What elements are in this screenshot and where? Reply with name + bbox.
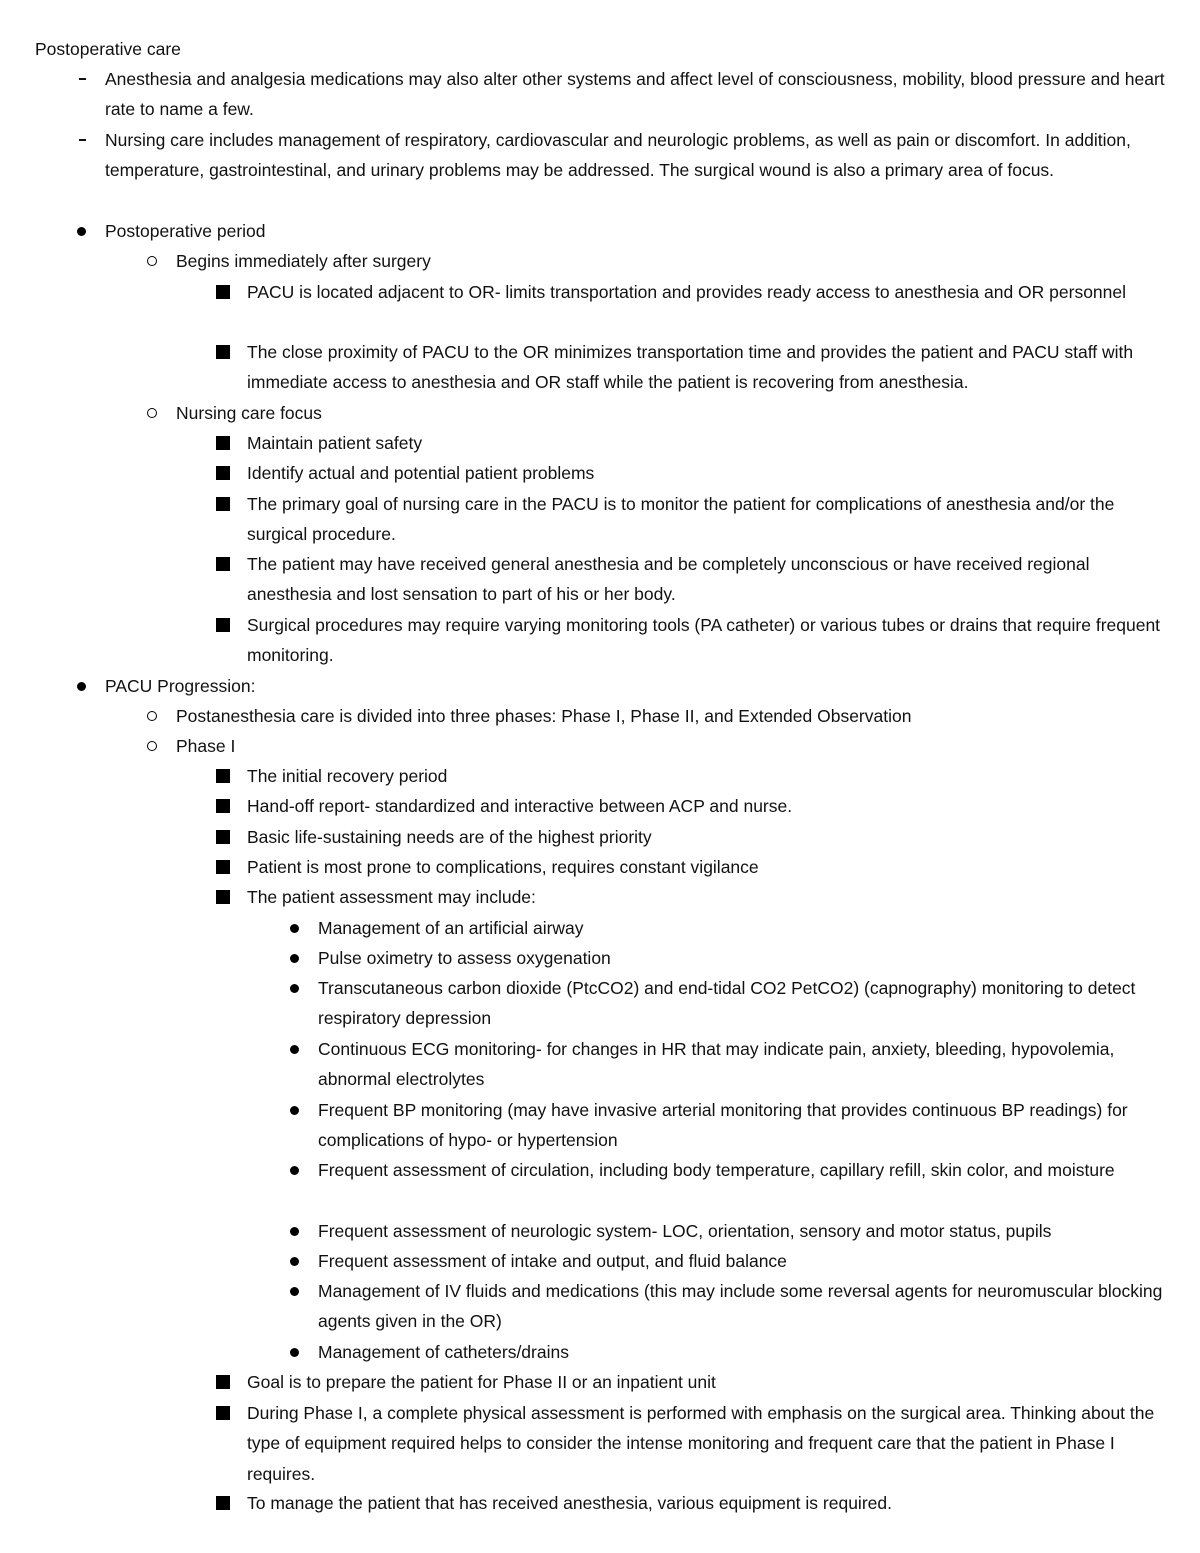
list-item: [247, 549, 1172, 610]
list-item: [176, 398, 1176, 428]
list-item-text: PACU Progression:: [105, 676, 256, 696]
disc-bullet-icon: [284, 973, 304, 1003]
square-bullet-icon: [213, 458, 233, 488]
list-item-text: The close proximity of PACU to the OR minimizes transportation time and provides the patient and PACU staff with immediate access to anesthesia and OR staff while the patient is recovering from anesthesia.: [247, 342, 1134, 393]
list-item: [176, 701, 1176, 731]
disc-bullet-icon: [284, 1276, 304, 1306]
disc-bullet-icon: [71, 216, 91, 246]
list-item: [318, 1095, 1173, 1156]
circle-bullet-icon: [142, 701, 162, 731]
list-item-text: Nursing care focus: [176, 403, 322, 423]
circle-bullet-icon: [142, 731, 162, 761]
disc-bullet-icon: [284, 913, 304, 943]
list-item-text: Pulse oximetry to assess oxygenation: [318, 948, 611, 968]
square-bullet-icon: [213, 822, 233, 852]
list-item-text: Frequent assessment of intake and output, and fluid balance: [318, 1251, 787, 1271]
list-item-text: Surgical procedures may require varying monitoring tools (PA catheter) or various tubes or drains that require frequent monitoring.: [247, 615, 1161, 666]
disc-bullet-icon: [71, 671, 91, 701]
list-item-text: During Phase I, a complete physical assessment is performed with emphasis on the surgical area. Thinking about the type of equipment required helps to consider the intense monitoring and frequent care that the patient in Phase I requires.: [247, 1403, 1155, 1484]
square-bullet-icon: [213, 761, 233, 791]
list-item-text: Basic life-sustaining needs are of the highest priority: [247, 827, 652, 847]
list-item-text: Phase I: [176, 736, 236, 756]
list-item: [247, 822, 1172, 852]
disc-bullet-icon: [284, 1246, 304, 1276]
list-item-text: To manage the patient that has received anesthesia, various equipment is required.: [247, 1493, 892, 1513]
disc-bullet-icon: [284, 1095, 304, 1125]
list-item: [176, 246, 1176, 276]
list-item: [318, 1337, 1173, 1367]
disc-bullet-icon: [284, 1337, 304, 1367]
list-item-text: Postanesthesia care is divided into three phases: Phase I, Phase II, and Extended Observation: [176, 706, 912, 726]
list-item: [105, 125, 1175, 186]
list-item: [318, 1155, 1173, 1185]
circle-bullet-icon: [142, 398, 162, 428]
disc-bullet-icon: [284, 1216, 304, 1246]
list-item-text: Transcutaneous carbon dioxide (PtcCO2) and end-tidal CO2 PetCO2) (capnography) monitoring to detect respiratory depression: [318, 978, 1136, 1029]
list-item: [318, 973, 1173, 1034]
list-item: [318, 943, 1173, 973]
square-bullet-icon: [213, 852, 233, 882]
list-item-text: Hand-off report- standardized and interactive between ACP and nurse.: [247, 796, 793, 816]
square-bullet-icon: [213, 277, 233, 307]
list-item-text: Anesthesia and analgesia medications may also alter other systems and affect level of consciousness, mobility, blood pressure and heart rate to name a few.: [105, 69, 1165, 120]
disc-bullet-icon: [284, 1155, 304, 1185]
disc-bullet-icon: [284, 943, 304, 973]
square-bullet-icon: [213, 549, 233, 579]
list-item: [105, 216, 1175, 246]
list-item: [247, 337, 1172, 398]
list-item: [247, 1398, 1172, 1489]
list-item: [247, 458, 1172, 488]
list-item-text: Frequent BP monitoring (may have invasive arterial monitoring that provides continuous BP readings) for complications of hypo- or hypertension: [318, 1100, 1128, 1151]
dash-bullet-icon: [72, 64, 92, 94]
list-item: [105, 64, 1175, 125]
list-item: [318, 1216, 1173, 1246]
list-item-text: Continuous ECG monitoring- for changes in HR that may indicate pain, anxiety, bleeding, hypovolemia, abnormal electrolytes: [318, 1039, 1115, 1090]
list-item: [247, 852, 1172, 882]
list-item: [247, 610, 1172, 671]
list-item-text: Patient is most prone to complications, requires constant vigilance: [247, 857, 759, 877]
square-bullet-icon: [213, 428, 233, 458]
list-item: [247, 1367, 1172, 1397]
dash-bullet-icon: [72, 125, 92, 155]
list-item-text: The patient may have received general anesthesia and be completely unconscious or have received regional anesthesia and lost sensation to part of his or her body.: [247, 554, 1090, 605]
list-item: [247, 1488, 1172, 1518]
square-bullet-icon: [213, 610, 233, 640]
square-bullet-icon: [213, 1488, 233, 1518]
square-bullet-icon: [213, 882, 233, 912]
list-item-text: The primary goal of nursing care in the PACU is to monitor the patient for complications of anesthesia and/or the surgical procedure.: [247, 494, 1115, 545]
list-item-text: PACU is located adjacent to OR- limits transportation and provides ready access to anesthesia and OR personnel: [247, 282, 1127, 302]
list-item-text: Frequent assessment of neurologic system- LOC, orientation, sensory and motor status, pupils: [318, 1221, 1052, 1241]
list-item: [318, 913, 1173, 943]
list-item: [318, 1246, 1173, 1276]
circle-bullet-icon: [142, 246, 162, 276]
list-item-text: Maintain patient safety: [247, 433, 423, 453]
list-item-text: Identify actual and potential patient problems: [247, 463, 595, 483]
list-item: [247, 761, 1172, 791]
list-item-text: Management of IV fluids and medications (this may include some reversal agents for neuromuscular blocking agents given in the OR): [318, 1281, 1163, 1332]
list-item-text: Management of an artificial airway: [318, 918, 584, 938]
document-title: Postoperative care: [35, 39, 181, 59]
list-item: [247, 882, 1172, 912]
disc-bullet-icon: [284, 1034, 304, 1064]
list-item: [247, 489, 1172, 550]
list-item: [176, 731, 1176, 761]
list-item: [318, 1034, 1173, 1095]
square-bullet-icon: [213, 1367, 233, 1397]
square-bullet-icon: [213, 489, 233, 519]
list-item: [318, 1276, 1173, 1337]
list-item: [247, 791, 1172, 821]
list-item: [247, 428, 1172, 458]
list-item-text: Nursing care includes management of respiratory, cardiovascular and neurologic problems, as well as pain or discomfort. In addition, temperature, gastrointestinal, and urinary problems may be addressed. The surgical wound is also a primary area of focus.: [105, 130, 1131, 181]
list-item-text: Postoperative period: [105, 221, 266, 241]
list-item-text: Goal is to prepare the patient for Phase II or an inpatient unit: [247, 1372, 716, 1392]
list-item-text: Begins immediately after surgery: [176, 251, 431, 271]
list-item: [105, 671, 1175, 701]
square-bullet-icon: [213, 1398, 233, 1428]
list-item-text: Frequent assessment of circulation, including body temperature, capillary refill, skin color, and moisture: [318, 1160, 1115, 1180]
square-bullet-icon: [213, 337, 233, 367]
list-item-text: The patient assessment may include:: [247, 887, 536, 907]
list-item-text: Management of catheters/drains: [318, 1342, 569, 1362]
list-item-text: The initial recovery period: [247, 766, 448, 786]
square-bullet-icon: [213, 791, 233, 821]
list-item: [247, 277, 1172, 307]
